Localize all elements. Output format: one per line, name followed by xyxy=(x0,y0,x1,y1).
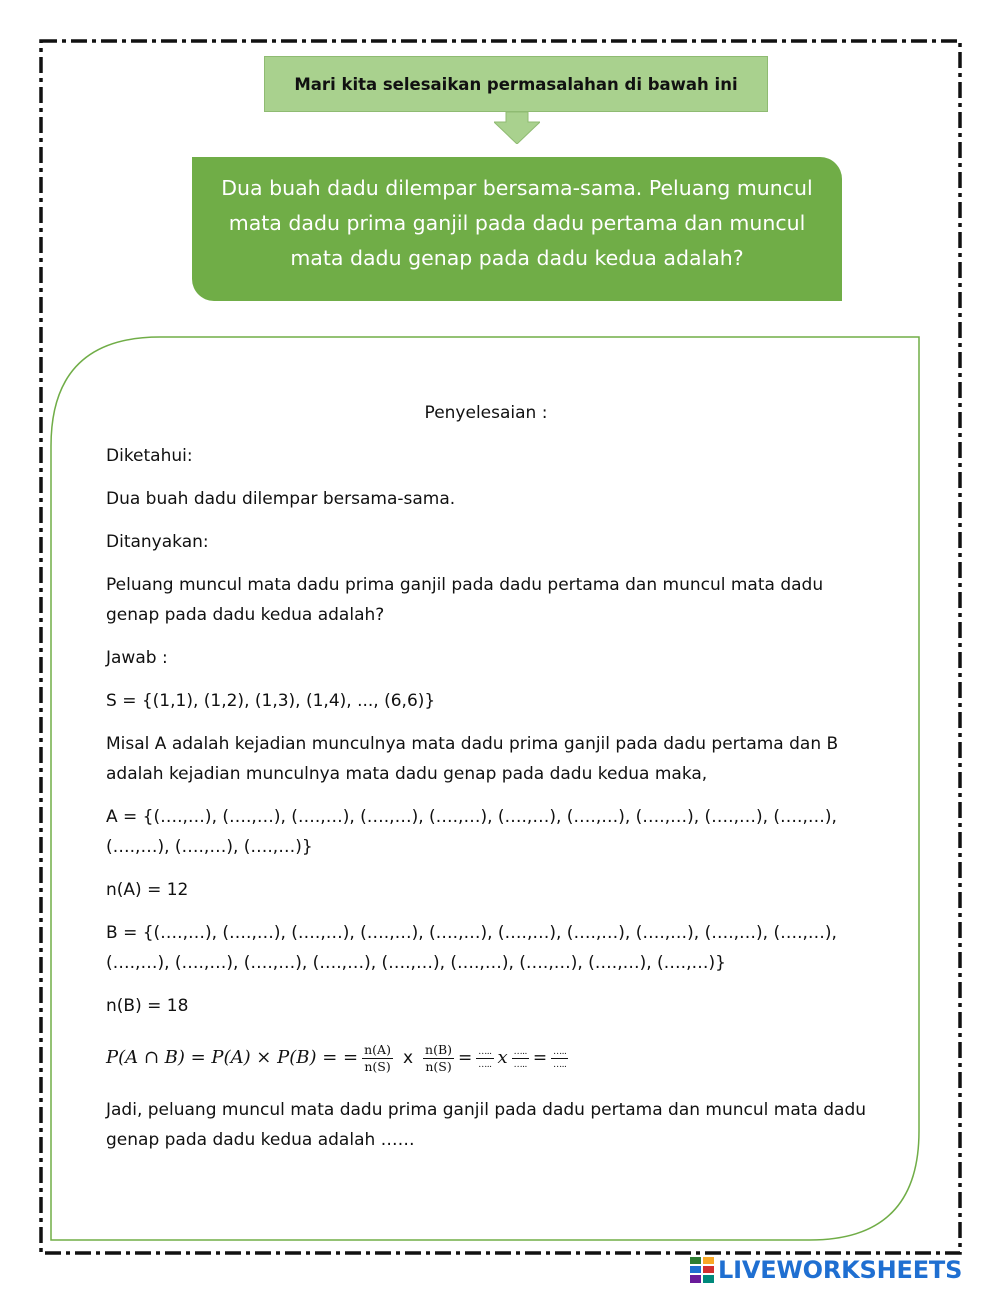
formula-lhs: P(A ∩ B) = P(A) × P(B) = = xyxy=(106,1047,359,1068)
blank-fraction-2[interactable] xyxy=(512,1046,529,1071)
fraction-numerator: n(A) xyxy=(364,1041,391,1057)
define-events: Misal A adalah kejadian munculnya mata dadu prima ganjil pada dadu pertama dan B adalah kejadian munculnya mata dadu genap pada dadu kedua maka, xyxy=(106,734,839,784)
set-a[interactable]: A = {(….,…), (….,…), (….,…), (….,…), (….,…), (….,…), (….,…), (….,…), (….,…), (….,…), (….,…), (….,…), (….,…)} xyxy=(106,807,837,857)
blank-fraction-1[interactable] xyxy=(476,1046,493,1071)
times-sign-italic: x xyxy=(497,1047,508,1068)
fraction-numerator: n(B) xyxy=(425,1041,453,1057)
liveworksheets-icon xyxy=(690,1257,714,1283)
solution-content xyxy=(106,398,866,1168)
instruction-text: Mari kita selesaikan permasalahan di bawah ini xyxy=(294,74,738,94)
probability-formula xyxy=(106,1034,866,1082)
blank-fraction-result[interactable] xyxy=(551,1046,568,1071)
known-text: Dua buah dadu dilempar bersama-sama. xyxy=(106,489,456,509)
solution-title: Penyelesaian : xyxy=(424,403,548,423)
fraction-na-ns xyxy=(362,1042,393,1075)
blank-denominator: ….. xyxy=(553,1059,567,1070)
equals-sign: = xyxy=(458,1048,473,1068)
down-arrow-icon xyxy=(494,112,540,144)
conclusion-text[interactable]: Jadi, peluang muncul mata dadu prima ganjil pada dadu pertama dan muncul mata dadu genap pada dadu kedua adalah …… xyxy=(106,1100,867,1150)
equals-sign: = xyxy=(532,1048,548,1068)
question-text: Dua buah dadu dilempar bersama-sama. Peluang muncul mata dadu prima ganjil pada dadu pertama dan muncul mata dadu genap pada dadu kedua adalah? xyxy=(221,176,813,270)
blank-numerator: ….. xyxy=(553,1046,567,1057)
instruction-banner xyxy=(264,56,768,112)
blank-numerator: ….. xyxy=(513,1046,527,1057)
blank-denominator: ….. xyxy=(513,1059,527,1070)
asked-text: Peluang muncul mata dadu prima ganjil pada dadu pertama dan muncul mata dadu genap pada dadu kedua adalah? xyxy=(106,575,824,625)
fraction-nb-ns xyxy=(423,1042,454,1075)
liveworksheets-logo xyxy=(690,1252,962,1288)
blank-numerator: ….. xyxy=(478,1046,492,1057)
fraction-denominator: n(S) xyxy=(425,1058,452,1074)
liveworksheets-wordmark: LIVEWORKSHEETS xyxy=(718,1256,963,1284)
question-card xyxy=(192,157,842,301)
n-b: n(B) = 18 xyxy=(106,996,189,1016)
blank-denominator: ….. xyxy=(478,1059,492,1070)
set-b[interactable]: B = {(….,…), (….,…), (….,…), (….,…), (….,…), (….,…), (….,…), (….,…), (….,…), (….,…), (….,…), (….,…), (….,…), (….,…), (….,…), (….,…), (….,…), (….,…), (….,…)} xyxy=(106,923,837,973)
sample-space: S = {(1,1), (1,2), (1,3), (1,4), ..., (6,6)} xyxy=(106,691,436,711)
fraction-denominator: n(S) xyxy=(364,1058,391,1074)
known-label: Diketahui: xyxy=(106,446,193,466)
n-a: n(A) = 12 xyxy=(106,880,189,900)
asked-label: Ditanyakan: xyxy=(106,532,209,552)
answer-label: Jawab : xyxy=(106,648,168,668)
times-sign: x xyxy=(402,1048,414,1068)
